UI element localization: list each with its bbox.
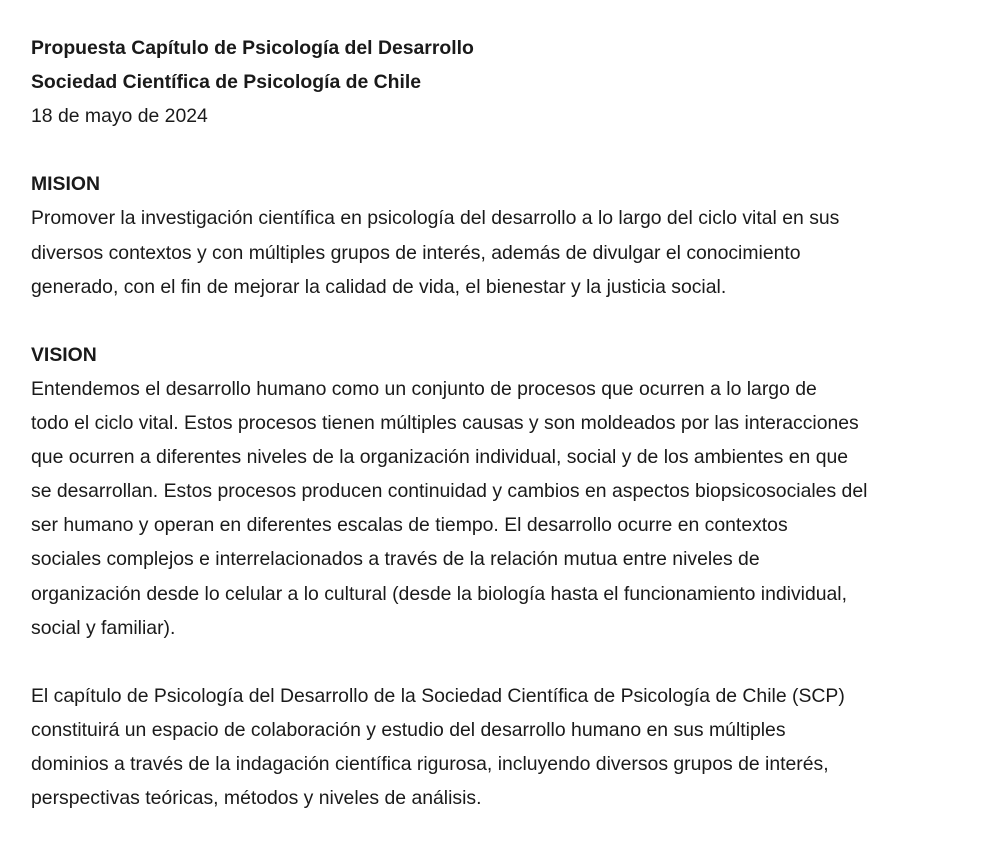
vision-line: ser humano y operan en diferentes escalas de tiempo. El desarrollo ocurre en contextos xyxy=(31,514,788,537)
vision-line: que ocurren a diferentes niveles de la organización individual, social y de los ambientes en que xyxy=(31,446,849,469)
vision-heading: VISION xyxy=(31,343,97,366)
paragraph-spacer xyxy=(31,645,981,679)
organization-name: Sociedad Científica de Psicología de Chile xyxy=(31,71,422,94)
vision-line: Entendemos el desarrollo humano como un conjunto de procesos que ocurren a lo largo de xyxy=(31,377,817,400)
mission-line: diversos contextos y con múltiples grupos de interés, además de divulgar el conocimiento xyxy=(31,241,801,264)
document-body xyxy=(31,31,981,815)
vision-line: se desarrollan. Estos procesos producen continuidad y cambios en aspectos biopsicosociales del xyxy=(31,480,868,503)
paragraph-spacer xyxy=(31,133,981,167)
mission-line: generado, con el fin de mejorar la calidad de vida, el bienestar y la justicia social. xyxy=(31,275,727,298)
vision-line: todo el ciclo vital. Estos procesos tienen múltiples causas y son moldeados por las interacciones xyxy=(31,412,859,435)
document-date: 18 de mayo de 2024 xyxy=(31,105,208,128)
chapter-line: dominios a través de la indagación científica rigurosa, incluyendo diversos grupos de interés, xyxy=(31,752,829,775)
mission-line: Promover la investigación científica en psicología del desarrollo a lo largo del ciclo vital en sus xyxy=(31,207,840,230)
chapter-line: El capítulo de Psicología del Desarrollo de la Sociedad Científica de Psicología de Chile (SCP) xyxy=(31,684,845,707)
mission-heading: MISION xyxy=(31,173,100,196)
vision-line: social y familiar). xyxy=(31,616,176,639)
vision-line: organización desde lo celular a lo cultural (desde la biología hasta el funcionamiento individual, xyxy=(31,582,847,605)
chapter-line: perspectivas teóricas, métodos y niveles de análisis. xyxy=(31,787,482,810)
paragraph-spacer xyxy=(31,304,981,338)
document-title: Propuesta Capítulo de Psicología del Desarrollo xyxy=(31,37,474,59)
chapter-line: constituirá un espacio de colaboración y estudio del desarrollo humano en sus múltiples xyxy=(31,718,786,741)
vision-line: sociales complejos e interrelacionados a través de la relación mutua entre niveles de xyxy=(31,548,760,571)
